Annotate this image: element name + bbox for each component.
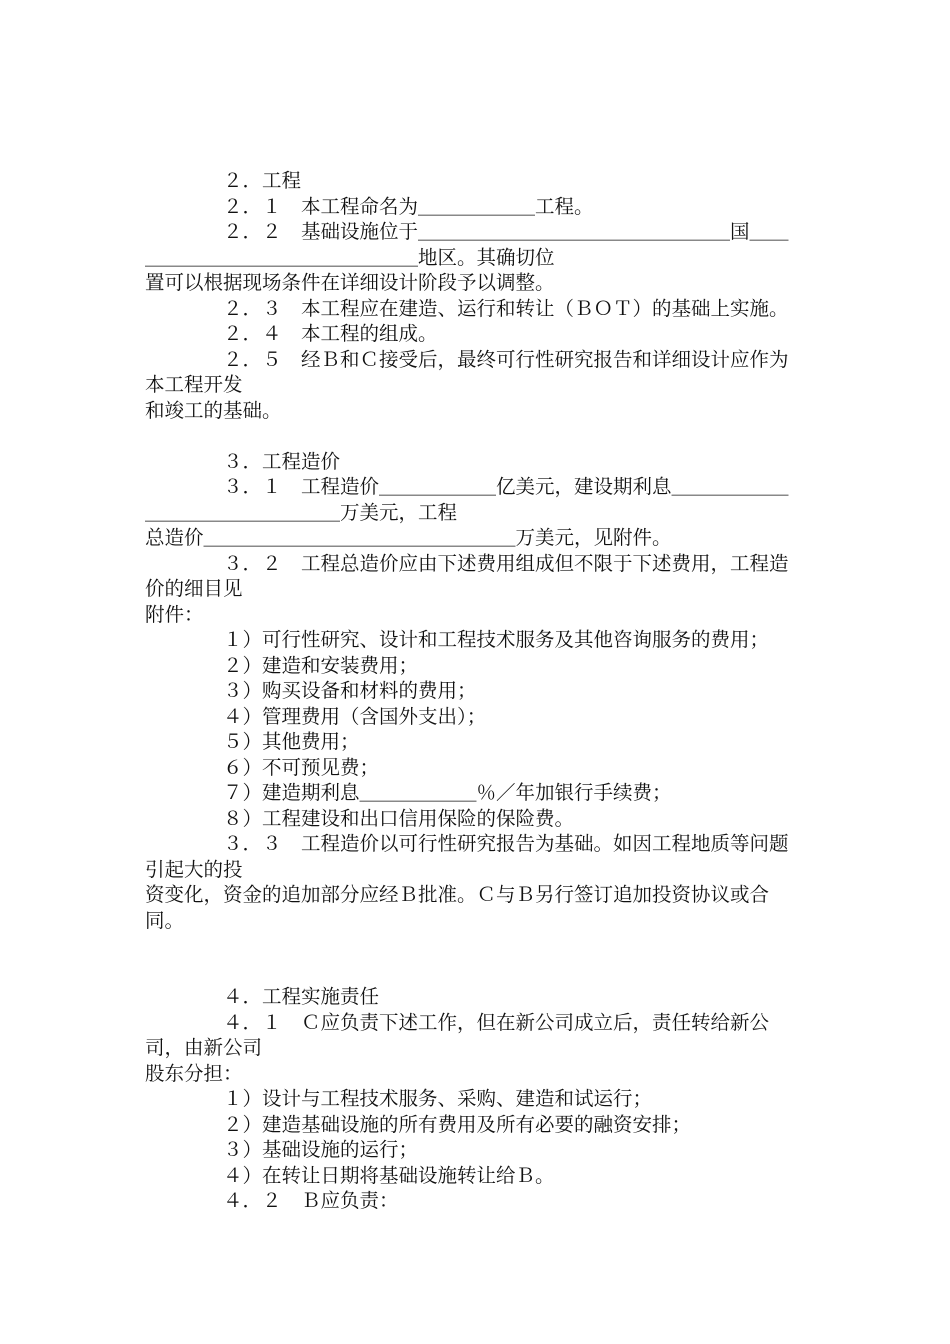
cost-item-6: ６）不可预见费； — [145, 755, 380, 779]
clause-2-4: ２．４ 本工程的组成。 — [145, 322, 438, 345]
cost-item-1: １）可行性研究、设计和工程技术服务及其他咨询服务的费用； — [145, 628, 770, 651]
duty-item-4: ４）在转让日期将基础设施转让给Ｂ。 — [145, 1163, 555, 1187]
cost-item-2: ２）建造和安装费用； — [145, 653, 419, 677]
cost-item-3: ３）购买设备和材料的费用； — [145, 679, 477, 702]
clause-3-2-line-2: 附件： — [145, 602, 204, 626]
clause-3-2-line-1: ３．２ 工程总造价应由下述费用组成但不限于下述费用，工程造价的细目见 — [145, 551, 789, 600]
clause-4-1-line-2: 股东分担： — [145, 1061, 243, 1085]
clause-2-2-line-2: 置可以根据现场条件在详细设计阶段予以调整。 — [145, 271, 555, 294]
clause-2-5-line-1: ２．５ 经Ｂ和Ｃ接受后，最终可行性研究报告和详细设计应作为本工程开发 — [145, 347, 789, 396]
paragraph-gap — [145, 933, 807, 984]
section-3-heading: ３．工程造价 — [145, 449, 341, 473]
clause-3-3-line-1: ３．３ 工程造价以可行性研究报告为基础。如因工程地质等问题引起大的投 — [145, 832, 789, 881]
document-page — [145, 168, 807, 1214]
clause-3-1-line-2: 总造价＿＿＿＿＿＿＿＿＿＿＿＿＿＿＿＿万美元，见附件。 — [145, 526, 672, 549]
clause-2-1: ２．１ 本工程命名为＿＿＿＿＿＿工程。 — [145, 194, 594, 218]
cost-item-8: ８）工程建设和出口信用保险的保险费。 — [145, 806, 575, 830]
paragraph-gap — [145, 423, 807, 449]
clause-4-1-line-1: ４．１ Ｃ应负责下述工作，但在新公司成立后，责任转给新公司，由新公司 — [145, 1010, 770, 1059]
duty-item-3: ３）基础设施的运行； — [145, 1138, 419, 1161]
duty-item-2: ２）建造基础设施的所有费用及所有必要的融资安排； — [145, 1112, 692, 1136]
clause-2-5-line-2: 和竣工的基础。 — [145, 398, 282, 422]
clause-3-3-line-2: 资变化，资金的追加部分应经Ｂ批准。Ｃ与Ｂ另行签订追加投资协议或合同。 — [145, 883, 770, 932]
duty-item-1: １）设计与工程技术服务、采购、建造和试运行； — [145, 1087, 653, 1110]
section-2-heading: ２．工程 — [145, 169, 302, 192]
cost-item-7: ７）建造期利息＿＿＿＿＿＿％／年加银行手续费； — [145, 781, 672, 804]
clause-2-2-line-1: ２．２ 基础设施位于＿＿＿＿＿＿＿＿＿＿＿＿＿＿＿＿国＿＿＿＿＿＿＿＿＿＿＿＿＿＿＿＿地区。其确切位 — [145, 220, 789, 269]
cost-item-4: ４）管理费用（含国外支出）； — [145, 704, 487, 728]
cost-item-5: ５）其他费用； — [145, 730, 360, 753]
clause-3-1-line-1: ３．１ 工程造价＿＿＿＿＿＿亿美元，建设期利息＿＿＿＿＿＿＿＿＿＿＿＿＿＿＿＿万美元，工程 — [145, 475, 789, 524]
clause-2-3: ２．３ 本工程应在建造、运行和转让（ＢＯＴ）的基础上实施。 — [145, 296, 789, 320]
clause-4-2: ４．２ Ｂ应负责： — [145, 1189, 399, 1212]
section-4-heading: ４．工程实施责任 — [145, 985, 380, 1008]
